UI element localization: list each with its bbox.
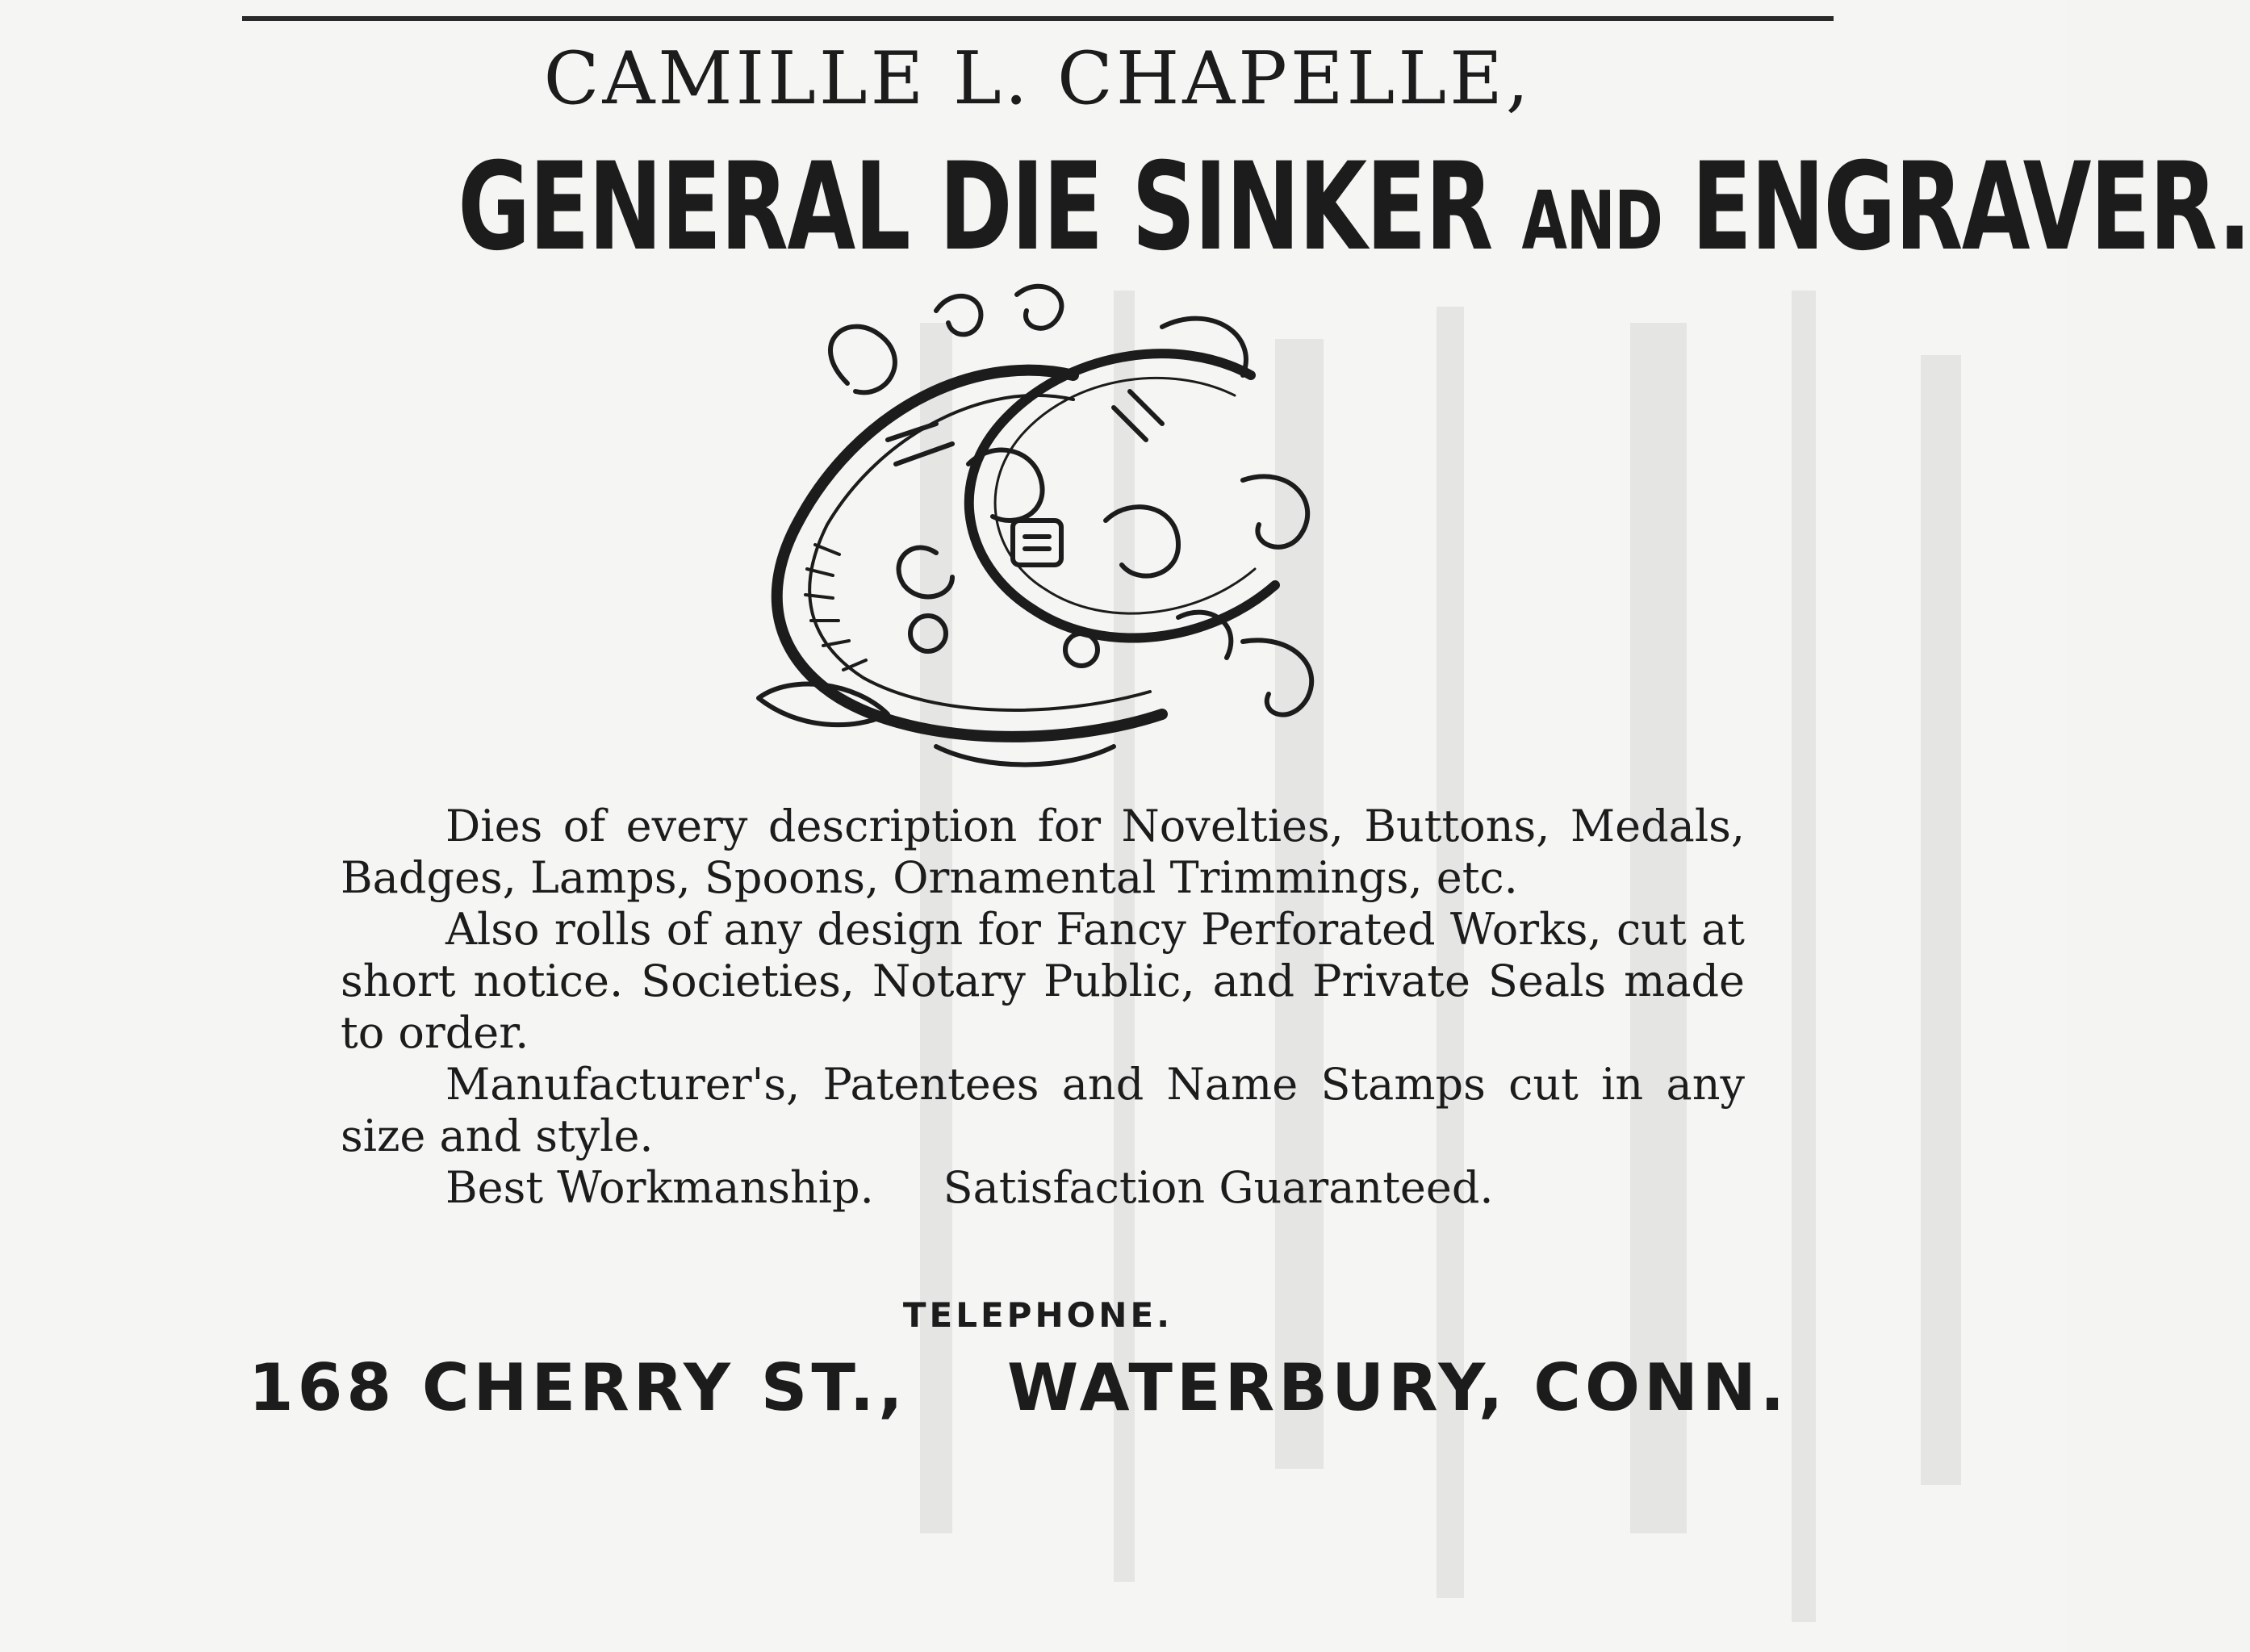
paragraph-stamps: Manufacturer's, Patentees and Name Stamps cut in any size and style. <box>341 1059 1745 1161</box>
trade-heading-connector: AND <box>1521 174 1662 268</box>
ornate-monogram-icon <box>726 278 1340 795</box>
trade-heading-part1: GENERAL DIE SINKER <box>458 137 1492 278</box>
trade-heading-part2: ENGRAVER. <box>1692 137 2250 278</box>
paragraph-rolls: Also rolls of any design for Fancy Perforated Works, cut at short notice. Societies, Notary Public, and Private Seals made to order. <box>341 904 1745 1058</box>
proprietor-name: CAMILLE L. CHAPELLE, <box>543 36 1533 121</box>
trade-heading <box>458 137 2250 291</box>
paragraph-dies: Dies of every description for Novelties, Buttons, Medals, Badges, Lamps, Spoons, Ornamental Trimmings, etc. <box>341 801 1745 903</box>
paragraph-guarantee: Best Workmanship. Satisfaction Guaranteed. <box>445 1162 1494 1213</box>
street-address: 168 CHERRY ST., <box>249 1350 907 1425</box>
telephone-label: TELEPHONE. <box>902 1295 1173 1335</box>
city-address: WATERBURY, CONN. <box>1007 1350 1789 1425</box>
body-text <box>341 801 1745 1214</box>
top-rule <box>242 16 1834 21</box>
